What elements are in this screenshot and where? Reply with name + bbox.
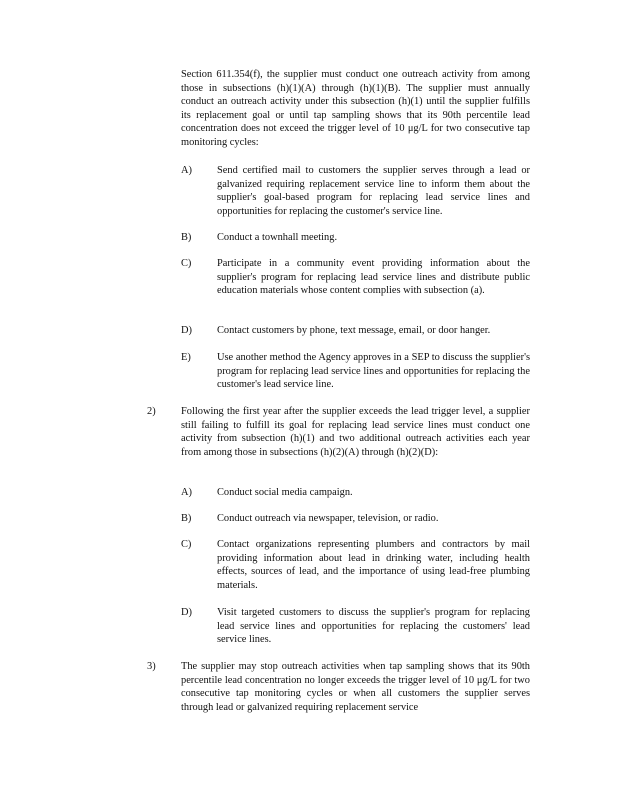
item-text: Contact organizations representing plumbers and contractors by mail providing information about lead in drinking water, including health effects, sources of lead, and the importance of using lead-free plumbing materials.	[217, 539, 530, 591]
item-text: Use another method the Agency approves in a SEP to discuss the supplier's program for replacing lead service lines and opportunities for replacing the customer's lead service line.	[217, 352, 530, 391]
item-label: D)	[181, 607, 192, 618]
item-label: B)	[181, 232, 192, 243]
intro-paragraph: Section 611.354(f), the supplier must conduct one outreach activity from among those in subsections (h)(1)(A) through (h)(1)(B). The supplier must annually conduct an outreach activity under this subsection (h)(1) until the supplier fulfills its replacement goal or until tap sampling shows that its 90th percentile lead concentration does not exceed the trigger level of 10 μg/L for two consecutive tap monitoring cycles:	[181, 69, 530, 148]
item-label: B)	[181, 513, 192, 524]
item-text: Conduct social media campaign.	[217, 487, 353, 498]
item-label: 2)	[147, 406, 156, 417]
item-label: A)	[181, 487, 192, 498]
item-label: C)	[181, 539, 192, 550]
item-text: Conduct a townhall meeting.	[217, 232, 338, 243]
item-label: D)	[181, 325, 192, 336]
item-label: C)	[181, 258, 192, 269]
item-label: 3)	[147, 661, 156, 672]
item-text: Send certified mail to customers the supplier serves through a lead or galvanized requiring replacement service line to inform them about the supplier's goal-based program for replacing lead service lines and opportunities for replacing the customer's service line.	[217, 165, 530, 217]
item-text: Contact customers by phone, text message, email, or door hanger.	[217, 325, 491, 336]
item-label: A)	[181, 165, 192, 176]
item-text: Following the first year after the supplier exceeds the lead trigger level, a supplier still failing to fulfill its goal for replacing lead service lines must conduct one activity from subsection (h)(1) and two additional outreach activities each year from among those in subsections (h)(2)(A) through (h)(2)(D):	[181, 406, 530, 458]
item-text: The supplier may stop outreach activities when tap sampling shows that its 90th percentile lead concentration no longer exceeds the trigger level of 10 μg/L for two consecutive tap monitoring cycles or when all customers the supplier serves through lead or galvanized requiring replacement service	[181, 661, 530, 713]
item-label: E)	[181, 352, 191, 363]
item-text: Conduct outreach via newspaper, television, or radio.	[217, 513, 439, 524]
item-text: Participate in a community event providing information about the supplier's program for replacing lead service lines and distribute public education materials whose content complies with subsection (a).	[217, 258, 530, 297]
item-text: Visit targeted customers to discuss the supplier's program for replacing lead service lines and opportunities for replacing the customers' lead service lines.	[217, 607, 530, 646]
